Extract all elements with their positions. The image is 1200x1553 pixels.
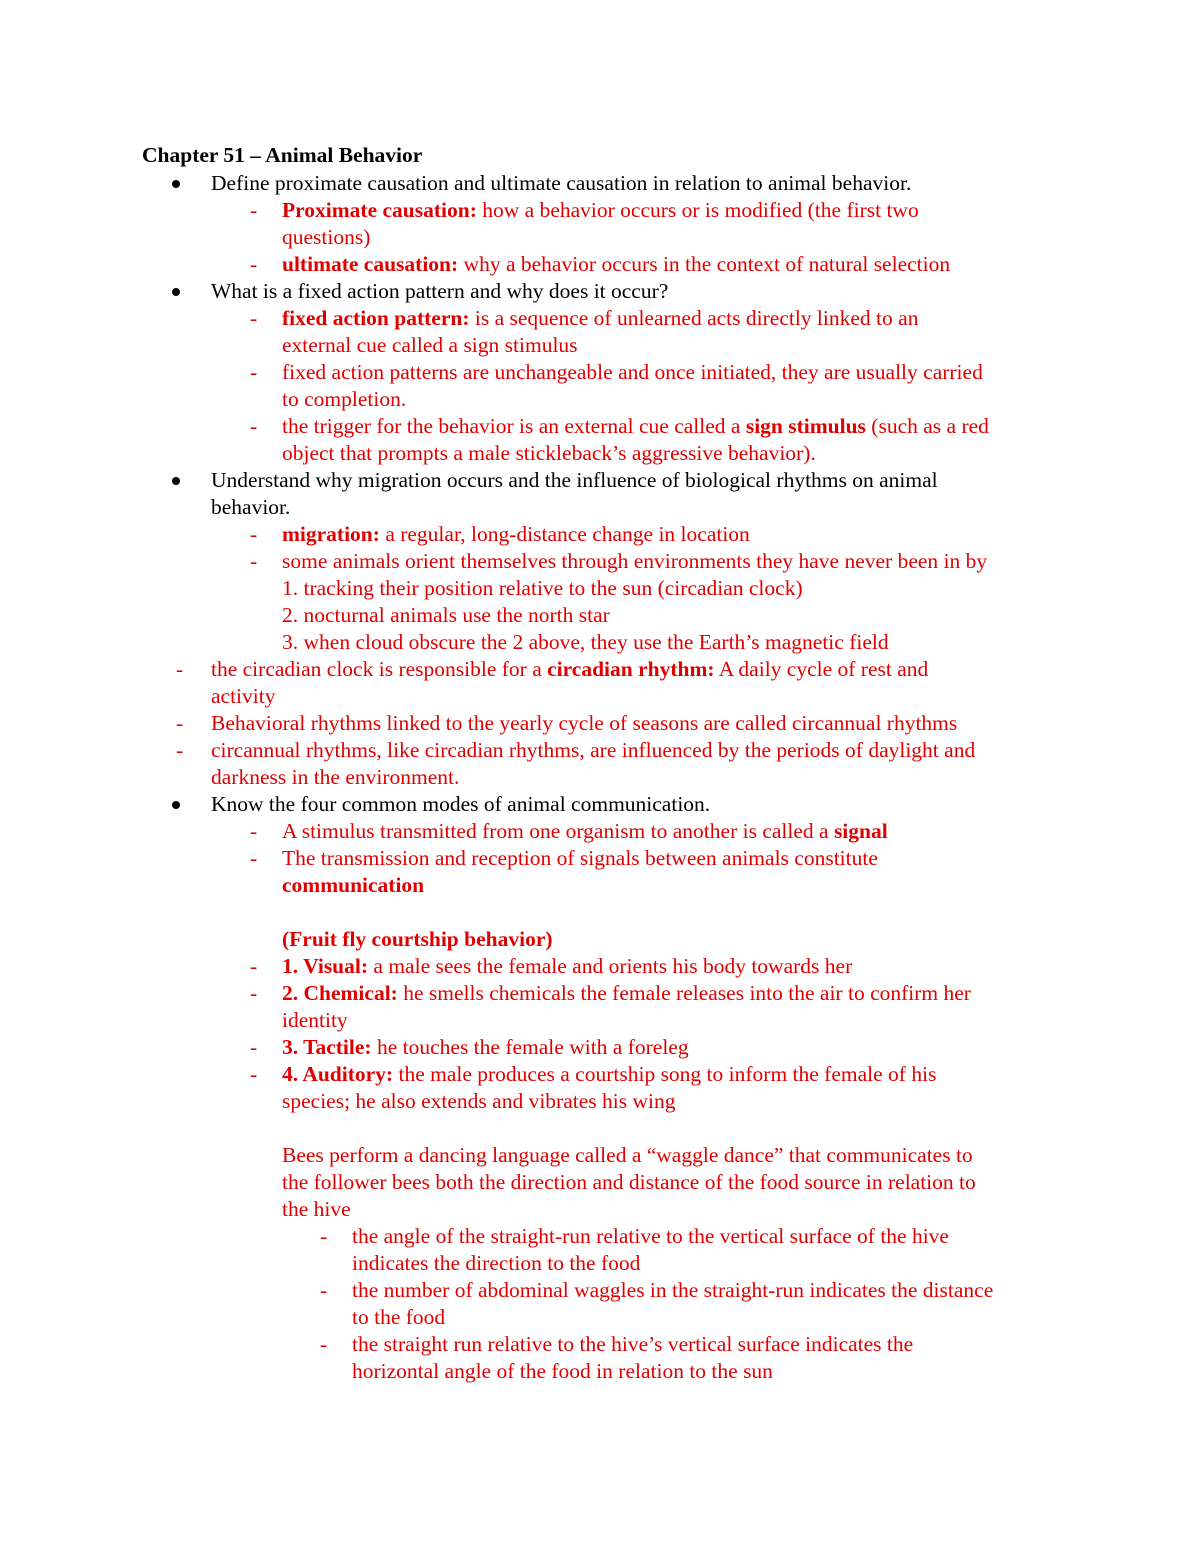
dash-marker: - [250, 549, 258, 573]
subheading: (Fruit fly courtship behavior) [282, 927, 553, 951]
answer-line [282, 251, 950, 278]
term: fixed action pattern: [282, 306, 470, 330]
answer-line: object that prompts a male stickleback’s aggressive behavior). [282, 441, 816, 465]
answer-line: the straight run relative to the hive’s vertical surface indicates the [352, 1332, 914, 1356]
term: circadian rhythm: [547, 657, 715, 681]
mode-item [282, 1061, 936, 1088]
dash-marker: - [250, 198, 258, 222]
dash-marker: - [320, 1332, 328, 1356]
question-text: Know the four common modes of animal communication. [211, 792, 711, 816]
question-text: What is a fixed action pattern and why does it occur? [211, 279, 669, 303]
term: 4. Auditory: [282, 1062, 394, 1086]
answer-line [211, 656, 928, 683]
question-text: behavior. [211, 495, 291, 519]
dash-marker: - [250, 846, 258, 870]
answer-line: the number of abdominal waggles in the straight-run indicates the distance [352, 1278, 994, 1302]
answer-line: species; he also extends and vibrates his wing [282, 1089, 676, 1113]
answer-line: to completion. [282, 387, 407, 411]
mode-item [282, 1034, 689, 1061]
answer-line: darkness in the environment. [211, 765, 460, 789]
paragraph-line: the follower bees both the direction and distance of the food source in relation to [282, 1170, 976, 1194]
term: 3. Tactile: [282, 1035, 372, 1059]
answer-line: horizontal angle of the food in relation to the sun [352, 1359, 773, 1383]
term: Proximate causation: [282, 198, 477, 222]
bullet-icon [172, 801, 180, 809]
dash-marker: - [176, 657, 184, 681]
answer-text: (such as a red [865, 414, 989, 438]
answer-text: he touches the female with a foreleg [371, 1035, 689, 1059]
term: migration: [282, 522, 380, 546]
answer-line [282, 305, 918, 332]
answer-line [282, 197, 919, 224]
term: signal [833, 819, 888, 843]
dash-marker: - [250, 252, 258, 276]
dash-marker: - [250, 306, 258, 330]
answer-text: the trigger for the behavior is an external cue called a [282, 414, 746, 438]
answer-text: a regular, long-distance change in location [379, 522, 750, 546]
dash-marker: - [250, 1035, 258, 1059]
bullet-icon [172, 288, 180, 296]
dash-marker: - [250, 981, 258, 1005]
numbered-item: 1. tracking their position relative to the sun (circadian clock) [282, 576, 803, 600]
answer-line [282, 818, 888, 845]
answer-text: the male produces a courtship song to inform the female of his [393, 1062, 937, 1086]
answer-text: why a behavior occurs in the context of natural selection [458, 252, 951, 276]
answer-line: questions) [282, 225, 371, 249]
answer-line: The transmission and reception of signals between animals constitute [282, 846, 878, 870]
dash-marker: - [250, 819, 258, 843]
answer-line: the angle of the straight-run relative to the vertical surface of the hive [352, 1224, 949, 1248]
numbered-item: 2. nocturnal animals use the north star [282, 603, 610, 627]
answer-line [282, 521, 750, 548]
answer-line: some animals orient themselves through environments they have never been in by [282, 549, 988, 573]
dash-marker: - [320, 1278, 328, 1302]
dash-marker: - [250, 360, 258, 384]
answer-line: indicates the direction to the food [352, 1251, 641, 1275]
answer-line: circannual rhythms, like circadian rhythms, are influenced by the periods of daylight and [211, 738, 976, 762]
dash-marker: - [250, 954, 258, 978]
answer-text: how a behavior occurs or is modified (the first two [476, 198, 919, 222]
mode-item [282, 980, 971, 1007]
answer-line [282, 413, 989, 440]
answer-line: identity [282, 1008, 348, 1032]
dash-marker: - [250, 414, 258, 438]
dash-marker: - [176, 711, 184, 735]
paragraph-line: Bees perform a dancing language called a “waggle dance” that communicates to [282, 1143, 973, 1167]
term: ultimate causation: [282, 252, 459, 276]
answer-text: A stimulus transmitted from one organism to another is called a [282, 819, 834, 843]
mode-item [282, 953, 852, 980]
question-text: Define proximate causation and ultimate causation in relation to animal behavior. [211, 171, 912, 195]
dash-marker: - [250, 1062, 258, 1086]
bullet-icon [172, 477, 180, 485]
term: 2. Chemical: [282, 981, 398, 1005]
term: sign stimulus [745, 414, 866, 438]
answer-text: is a sequence of unlearned acts directly linked to an [469, 306, 919, 330]
paragraph-line: the hive [282, 1197, 351, 1221]
answer-text: a male sees the female and orients his body towards her [368, 954, 853, 978]
answer-text: the circadian clock is responsible for a [211, 657, 548, 681]
term: 1. Visual: [282, 954, 369, 978]
page-title: Chapter 51 – Animal Behavior [142, 143, 423, 167]
dash-marker: - [250, 522, 258, 546]
term: communication [282, 873, 425, 897]
answer-text: A daily cycle of rest and [714, 657, 929, 681]
answer-line: activity [211, 684, 276, 708]
dash-marker: - [176, 738, 184, 762]
question-text: Understand why migration occurs and the influence of biological rhythms on animal [211, 468, 938, 492]
answer-text: he smells chemicals the female releases into the air to confirm her [397, 981, 971, 1005]
answer-line: to the food [352, 1305, 446, 1329]
answer-line: Behavioral rhythms linked to the yearly cycle of seasons are called circannual rhythms [211, 711, 958, 735]
answer-line: fixed action patterns are unchangeable and once initiated, they are usually carried [282, 360, 983, 384]
bullet-icon [172, 180, 180, 188]
numbered-item: 3. when cloud obscure the 2 above, they use the Earth’s magnetic field [282, 630, 889, 654]
answer-line: external cue called a sign stimulus [282, 333, 578, 357]
dash-marker: - [320, 1224, 328, 1248]
